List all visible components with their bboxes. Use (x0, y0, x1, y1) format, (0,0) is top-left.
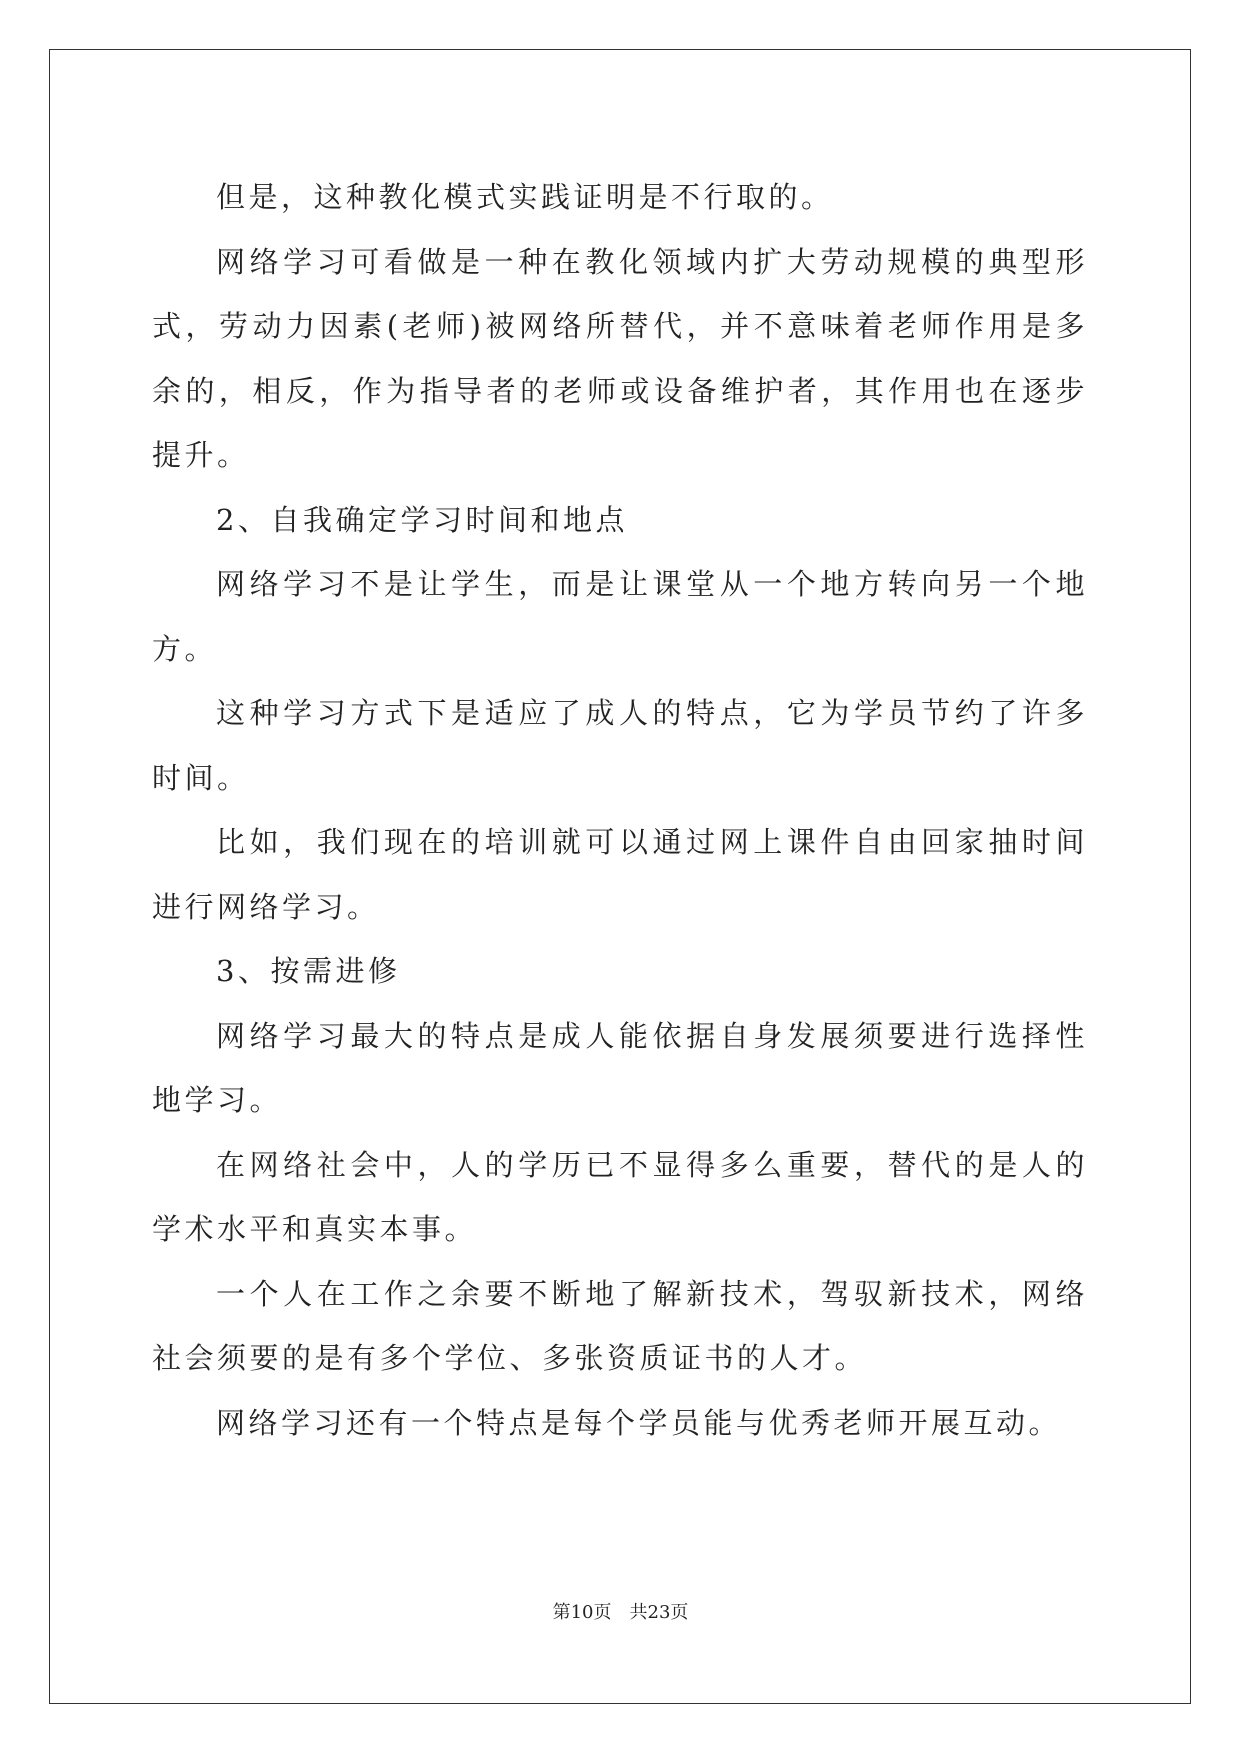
paragraph: 一个人在工作之余要不断地了解新技术，驾驭新技术，网络社会须要的是有多个学位、多张资质证书的人才。 (152, 1276, 1088, 1375)
page-number: 第10页 共23页 (552, 1602, 689, 1623)
paragraph: 这种学习方式下是适应了成人的特点，它为学员节约了许多时间。 (152, 696, 1088, 795)
paragraph: 但是，这种教化模式实践证明是不行取的。 (216, 180, 834, 214)
paragraph: 网络学习还有一个特点是每个学员能与优秀老师开展互动。 (216, 1405, 1062, 1440)
paragraph: 网络学习可看做是一种在教化领域内扩大劳动规模的典型形式，劳动力因素(老师)被网络所替代，并不意味着老师作用是多余的，相反，作为指导者的老师或设备维护者，其作用也在逐步提升。 (152, 244, 1088, 472)
document-body (152, 165, 1088, 1455)
paragraph: 在网络社会中，人的学历已不显得多么重要，替代的是人的学术水平和真实本事。 (152, 1147, 1088, 1246)
paragraph: 网络学习最大的特点是成人能依据自身发展须要进行选择性地学习。 (152, 1018, 1088, 1117)
section-heading: 2、自我确定学习时间和地点 (216, 502, 628, 537)
section-heading: 3、按需进修 (216, 954, 401, 988)
paragraph: 网络学习不是让学生，而是让课堂从一个地方转向另一个地方。 (152, 567, 1088, 666)
paragraph: 比如，我们现在的培训就可以通过网上课件自由回家抽时间进行网络学习。 (152, 825, 1088, 924)
